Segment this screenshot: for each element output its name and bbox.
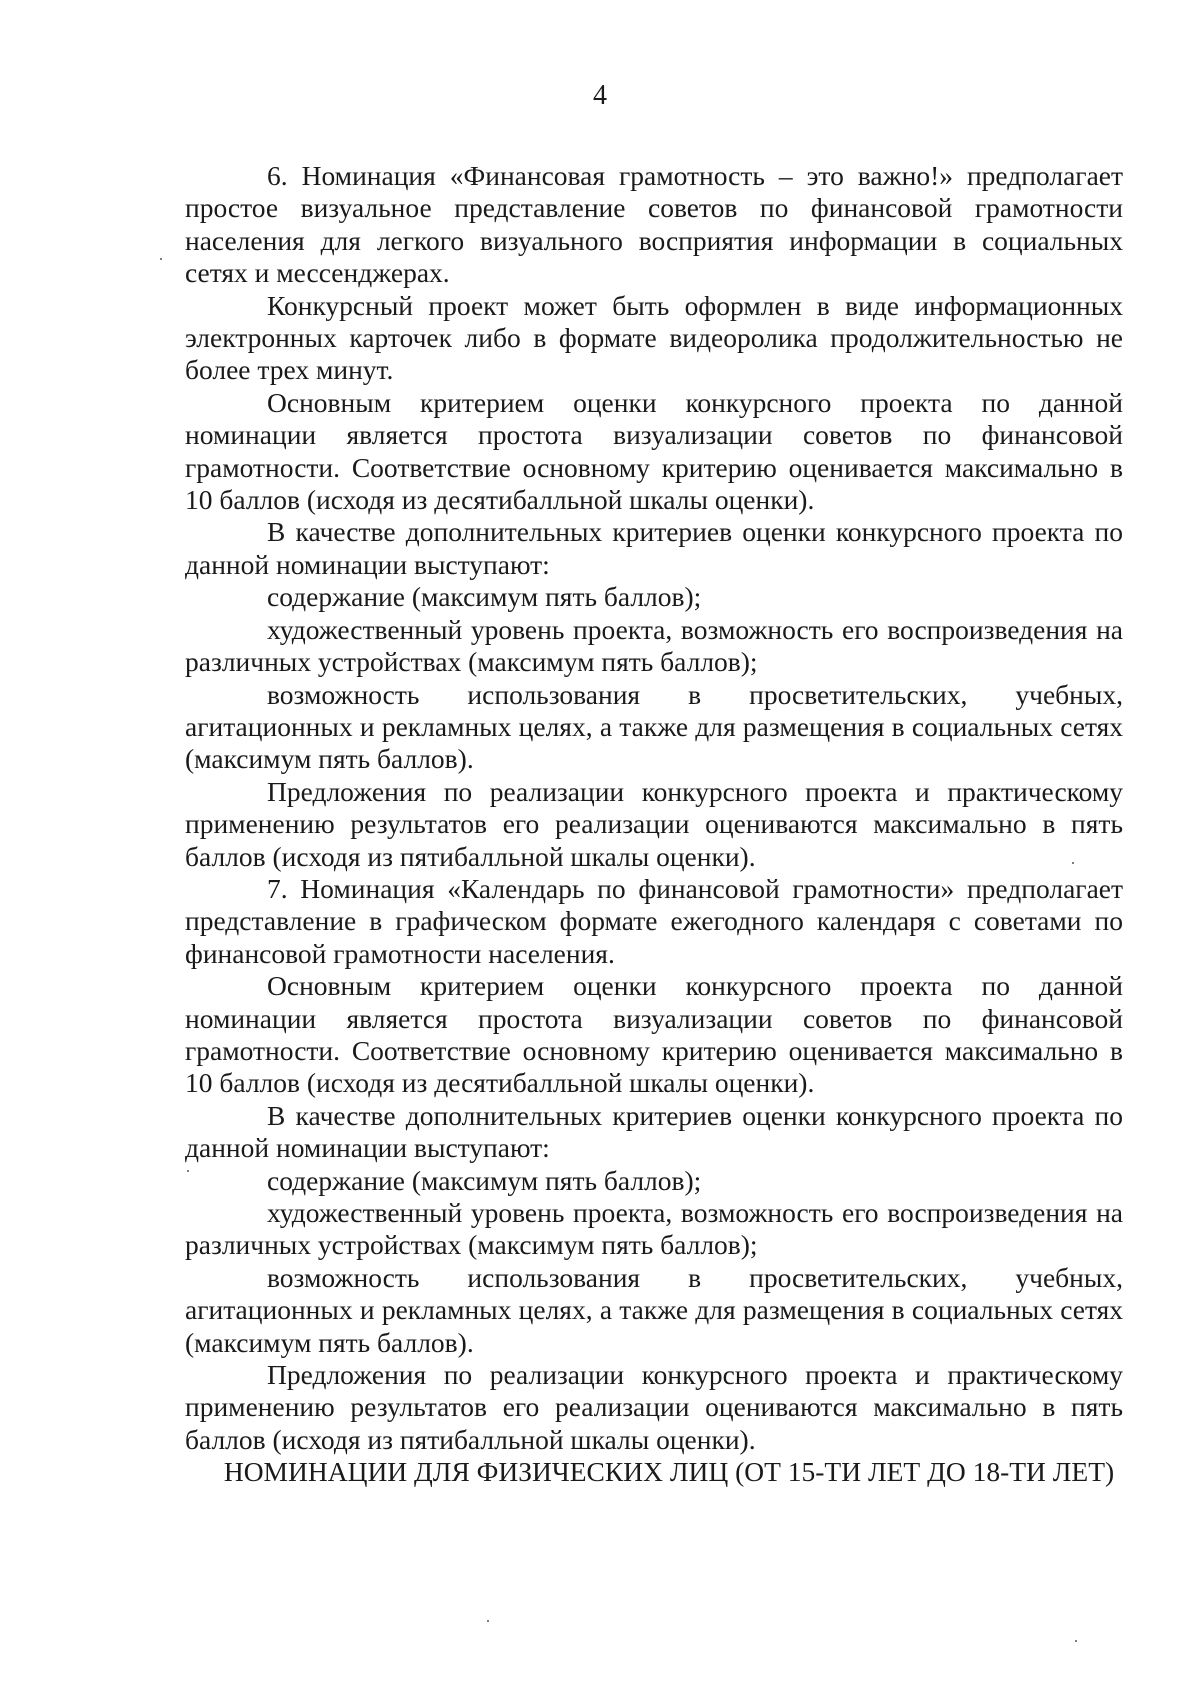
- scan-speck: [160, 258, 162, 260]
- scan-speck: [187, 1170, 189, 1172]
- criterion-content: содержание (максимум пять баллов);: [267, 1164, 702, 1196]
- page-number: 4: [593, 80, 607, 111]
- criterion-artistic-level: художественный уровень проекта, возможность его воспроизведения на различных устройствах (максимум пять баллов);: [185, 1197, 1123, 1261]
- project-format-paragraph: Конкурсный проект может быть оформлен в виде информационных электронных карточек либо в формате видеоролика продолжительностью не более трех минут.: [185, 289, 1123, 386]
- main-criterion-paragraph: Основным критерием оценки конкурсного проекта по данной номинации является простота визуализации советов по финансовой грамотности. Соответствие основному критерию оценивается максимально в 10 баллов (исходя из десятибалльной шкалы оценки).: [185, 970, 1123, 1099]
- scan-speck: [1072, 862, 1074, 864]
- implementation-proposals-paragraph: Предложения по реализации конкурсного проекта и практическому применению результатов его реализации оцениваются максимально в пять баллов (исходя из пятибалльной шкалы оценки).: [185, 775, 1123, 872]
- criterion-usage-possibility: возможность использования в просветительских, учебных, агитационных и рекламных целях, а также для размещения в социальных сетях (максимум пять баллов).: [185, 678, 1123, 775]
- additional-criteria-intro: В качестве дополнительных критериев оценки конкурсного проекта по данной номинации выступают:: [185, 1099, 1123, 1164]
- criterion-content: содержание (максимум пять баллов);: [267, 581, 702, 613]
- scan-speck: [487, 1620, 489, 1622]
- main-criterion-paragraph: Основным критерием оценки конкурсного проекта по данной номинации является простота визуализации советов по финансовой грамотности. Соответствие основному критерию оценивается максимально в 10 баллов (исходя из десятибалльной шкалы оценки).: [185, 386, 1123, 516]
- criterion-artistic-level: художественный уровень проекта, возможность его воспроизведения на различных устройствах (максимум пять баллов);: [185, 613, 1123, 678]
- criterion-usage-possibility: возможность использования в просветительских, учебных, агитационных и рекламных целях, а также для размещения в социальных сетях (максимум пять баллов).: [185, 1261, 1123, 1358]
- section-heading: НОМИНАЦИИ ДЛЯ ФИЗИЧЕСКИХ ЛИЦ (ОТ 15-ТИ ЛЕТ ДО 18-ТИ ЛЕТ): [223, 1456, 1115, 1488]
- nomination-7-description: 7. Номинация «Календарь по финансовой грамотности» предполагает представление в графическом формате ежегодного календаря с советами по финансовой грамотности населения.: [185, 872, 1123, 969]
- additional-criteria-intro: В качестве дополнительных критериев оценки конкурсного проекта по данной номинации выступают:: [185, 516, 1123, 580]
- implementation-proposals-paragraph: Предложения по реализации конкурсного проекта и практическому применению результатов его реализации оцениваются максимально в пять баллов (исходя из пятибалльной шкалы оценки).: [185, 1359, 1123, 1455]
- document-body: [185, 160, 1123, 1489]
- scan-speck: [1075, 1640, 1077, 1642]
- nomination-6-description: 6. Номинация «Финансовая грамотность – это важно!» предполагает простое визуальное представление советов по финансовой грамотности населения для легкого визуального восприятия информации в социальных сетях и мессенджерах.: [185, 160, 1123, 289]
